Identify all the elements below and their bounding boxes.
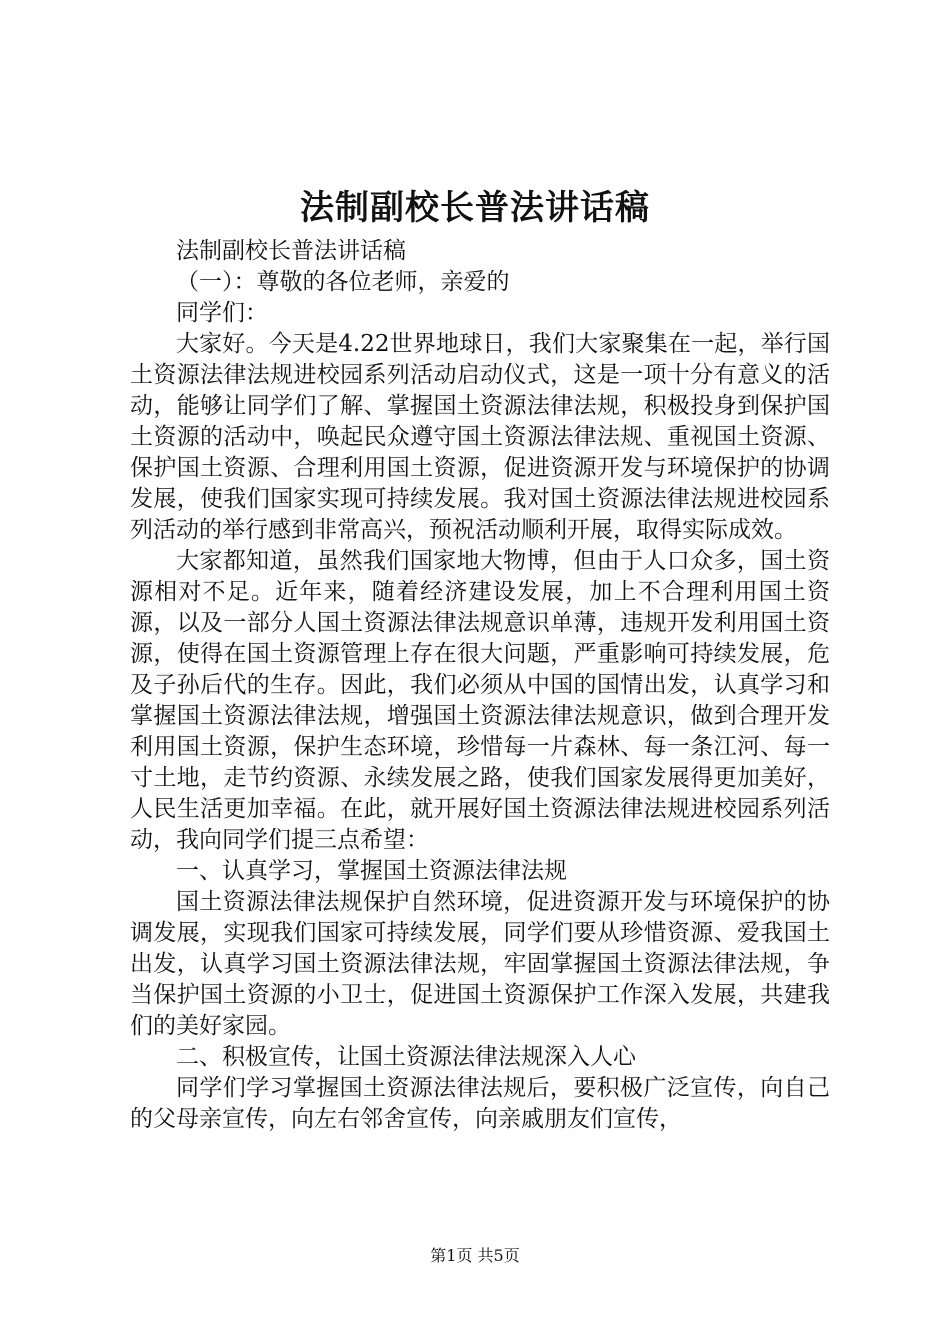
paragraph-greeting: （一）：尊敬的各位老师，亲爱的 [176, 269, 510, 295]
document-title: 法制副校长普法讲话稿 [300, 188, 650, 228]
paragraph-greeting-continued: 同学们： [176, 300, 268, 326]
document-body [130, 236, 830, 1135]
section-heading-1: 一、认真学习，掌握国土资源法律法规 [176, 858, 567, 884]
paragraph-opening: 大家好。今天是4.22世界地球日，我们大家聚集在一起，举行国土资源法律法规进校园系列活动启动仪式，这是一项十分有意义的活动，能够让同学们了解、掌握国土资源法律法规，积极投身到保护国土资源的活动中，唤起民众遵守国土资源法律法规、重视国土资源、保护国土资源、合理利用国土资源，促进资源开发与环境保护的协调发展，使我们国家实现可持续发展。我对国土资源法律法规进校园系列活动的举行感到非常高兴，预祝活动顺利开展，取得实际成效。 [130, 331, 830, 543]
section-heading-2: 二、积极宣传，让国土资源法律法规深入人心 [176, 1044, 636, 1070]
paragraph-background: 大家都知道，虽然我们国家地大物博，但由于人口众多，国土资源相对不足。近年来，随着经济建设发展，加上不合理利用国土资源，以及一部分人国土资源法律法规意识单薄，违规开发利用国土资源，使得在国土资源管理上存在很大问题，严重影响可持续发展，危及子孙后代的生存。因此，我们必须从中国的国情出发，认真学习和掌握国土资源法律法规，增强国土资源法律法规意识，做到合理开发利用国土资源，保护生态环境，珍惜每一片森林、每一条江河、每一寸土地，走节约资源、永续发展之路，使我们国家发展得更加美好，人民生活更加幸福。在此，就开展好国土资源法律法规进校园系列活动，我向同学们提三点希望： [130, 548, 830, 853]
page-number-footer: 第1页 共5页 [430, 1246, 520, 1265]
paragraph-subtitle: 法制副校长普法讲话稿 [176, 238, 406, 264]
paragraph-section-1: 国土资源法律法规保护自然环境，促进资源开发与环境保护的协调发展，实现我们国家可持续发展，同学们要从珍惜资源、爱我国土出发，认真学习国土资源法律法规，牢固掌握国土资源法律法规，争当保护国土资源的小卫士，促进国土资源保护工作深入发展，共建我们的美好家园。 [130, 889, 830, 1039]
paragraph-section-2: 同学们学习掌握国土资源法律法规后，要积极广泛宣传，向自己的父母亲宣传，向左右邻舍宣传，向亲戚朋友们宣传， [130, 1075, 830, 1132]
